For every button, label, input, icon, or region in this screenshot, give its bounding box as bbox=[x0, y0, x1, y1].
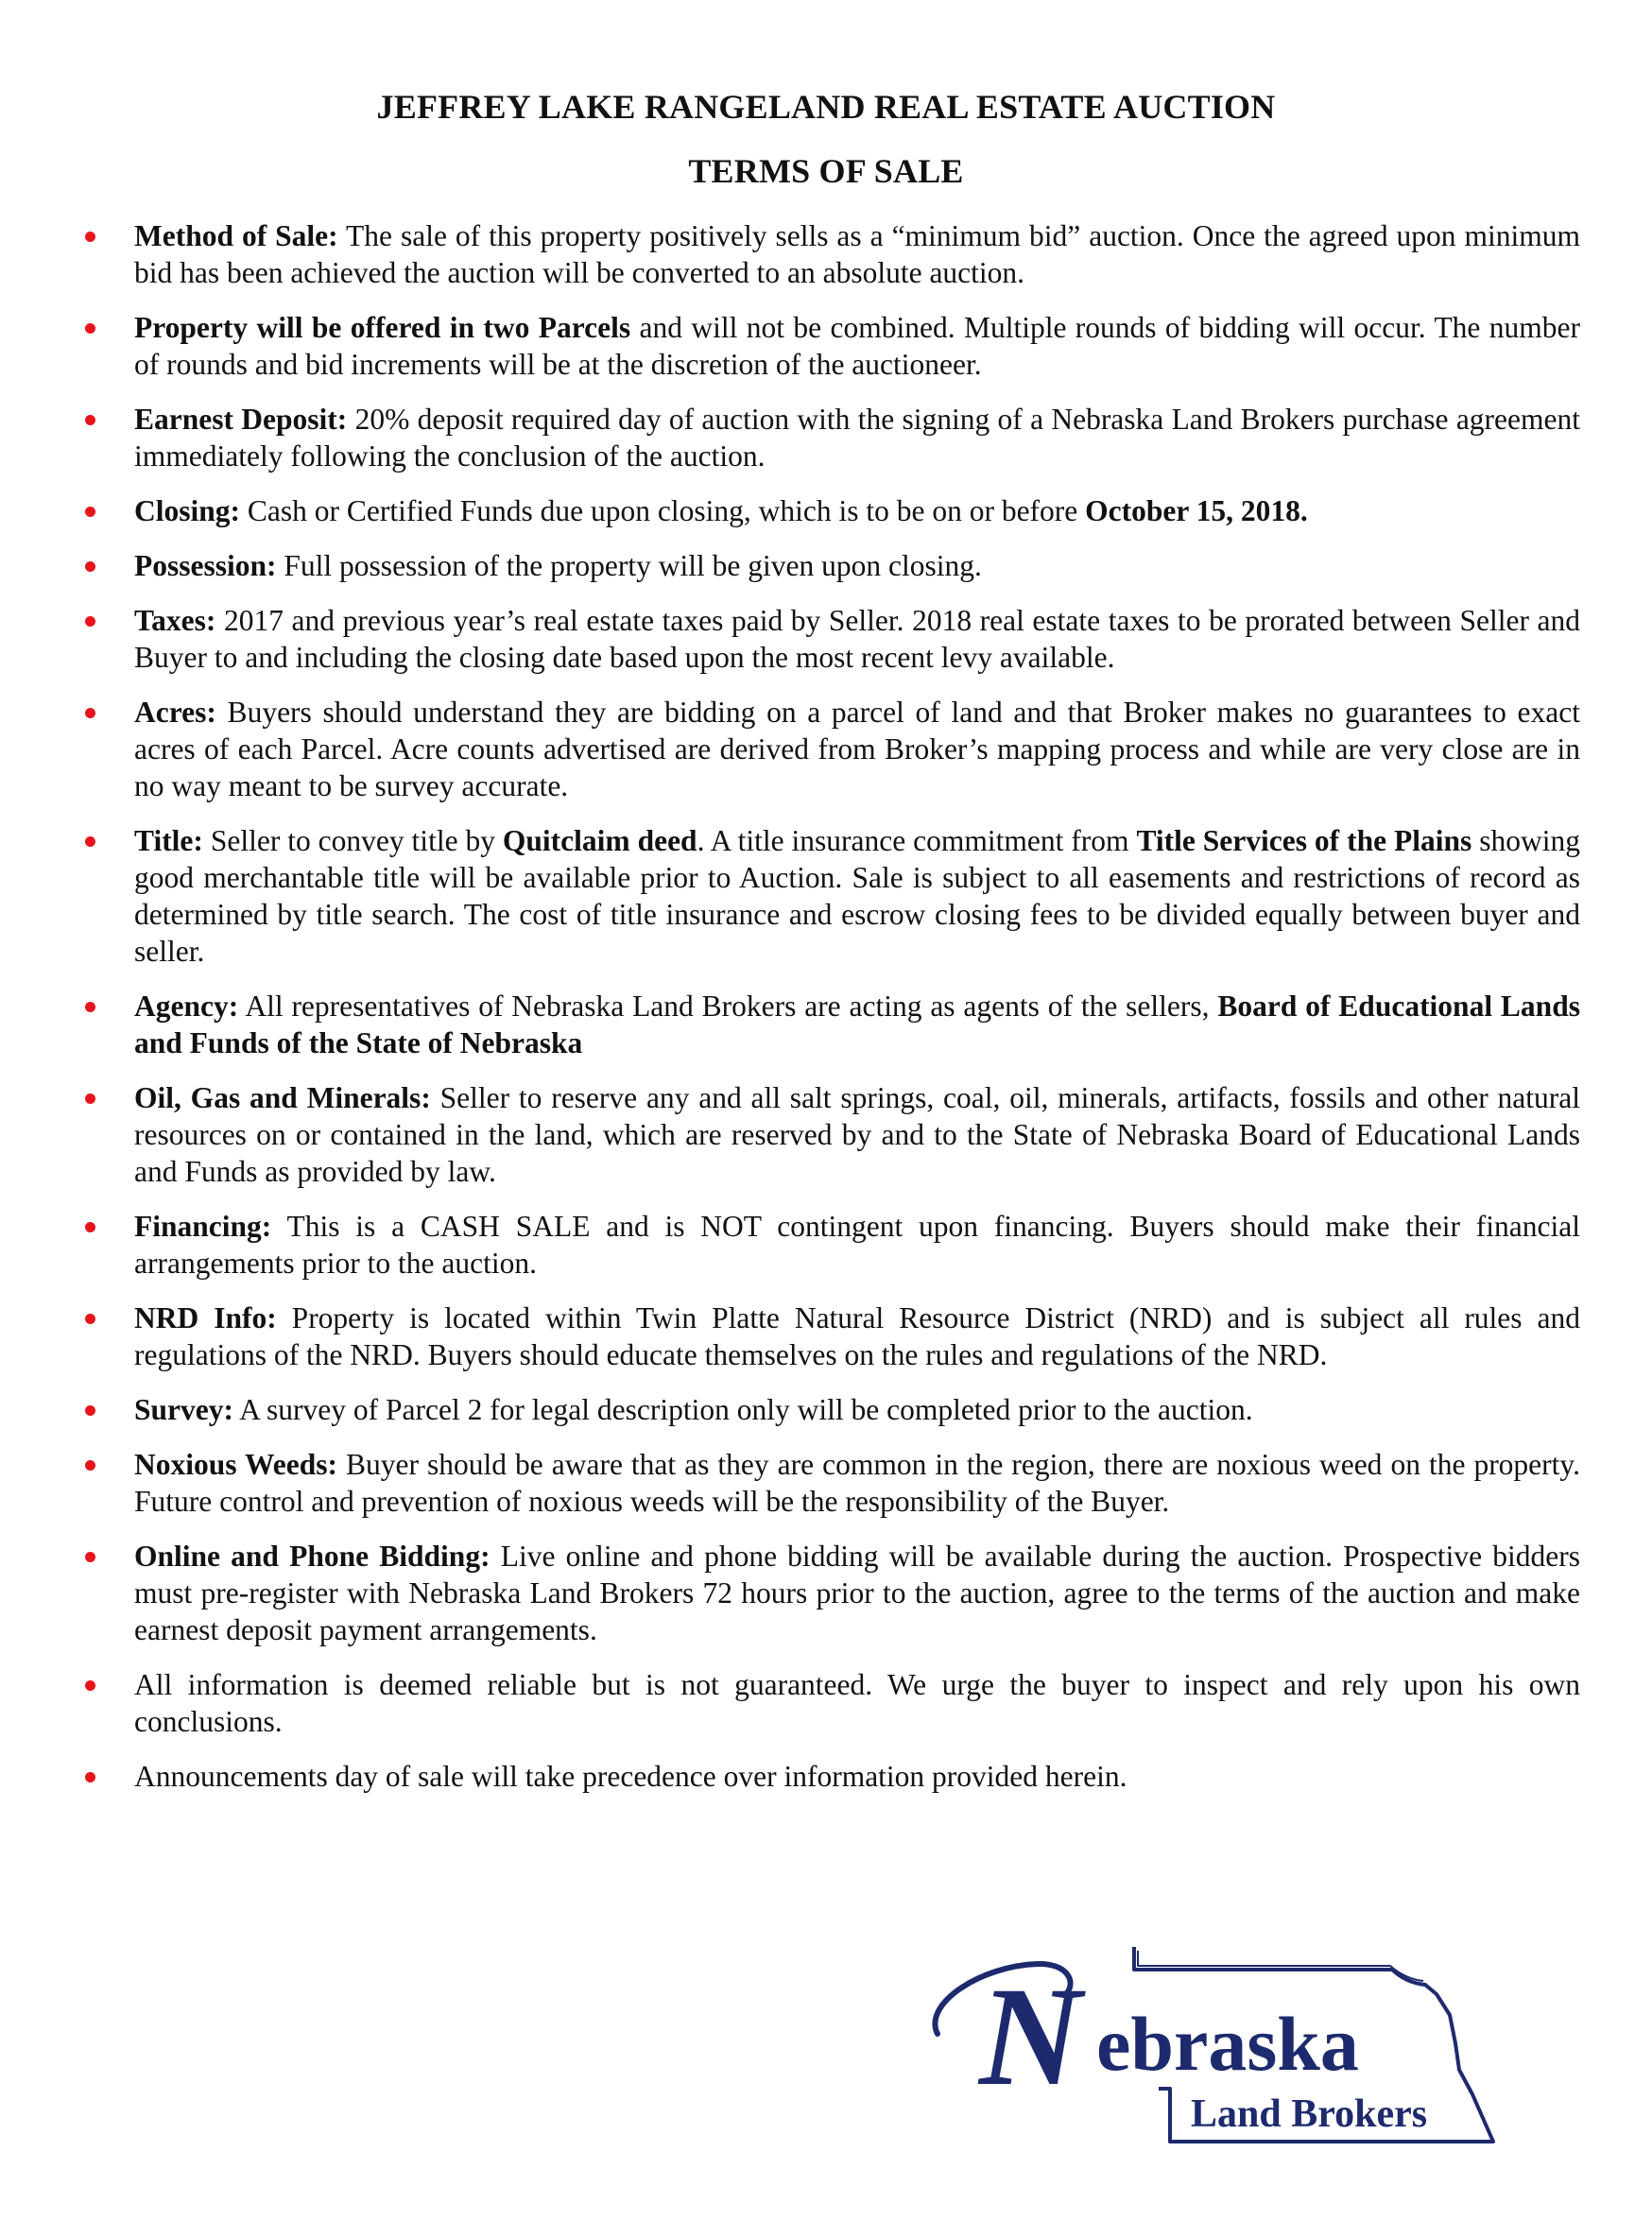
bullet-icon bbox=[85, 1314, 95, 1324]
term-taxes bbox=[77, 602, 1580, 676]
seller-name: Board of Educational Lands and Funds of the State of Nebraska bbox=[134, 990, 1580, 1059]
term-acres bbox=[77, 694, 1580, 804]
bullet-icon bbox=[85, 415, 95, 425]
bullet-icon bbox=[85, 507, 95, 517]
term-earnest-deposit bbox=[77, 401, 1580, 474]
term-label: Financing: bbox=[134, 1210, 272, 1243]
term-text: Property is located within Twin Platte Natural Resource District (NRD) and is subject all rules and regulations of the NRD. Buyers should educate themselves on the rules and regulations of the NRD. bbox=[134, 1301, 1580, 1371]
term-label: Closing: bbox=[134, 494, 241, 527]
term-agency bbox=[77, 988, 1580, 1061]
term-title bbox=[77, 822, 1580, 970]
bullet-icon bbox=[85, 616, 95, 627]
deed-type: Quitclaim deed bbox=[502, 824, 697, 857]
bullet-icon bbox=[85, 836, 95, 847]
bullet-icon bbox=[85, 1222, 95, 1232]
term-financing bbox=[77, 1208, 1580, 1282]
term-parcels bbox=[77, 309, 1580, 383]
term-label: Earnest Deposit: bbox=[134, 403, 348, 436]
bullet-icon bbox=[85, 561, 95, 572]
term-label: NRD Info: bbox=[134, 1301, 277, 1334]
term-label: Agency: bbox=[134, 990, 239, 1023]
term-label: Online and Phone Bidding: bbox=[134, 1540, 490, 1573]
term-closing bbox=[77, 492, 1580, 529]
logo-tagline: Land Brokers bbox=[1191, 2092, 1428, 2136]
term-label: Noxious Weeds: bbox=[134, 1448, 337, 1481]
term-text: All representatives of Nebraska Land Brokers are acting as agents of the sellers, bbox=[238, 990, 1218, 1023]
term-text: Buyers should understand they are bidding on a parcel of land and that Broker makes no guarantees to exact acres of each Parcel. Acre counts advertised are derived from Broker’s mapping process and while are very close are in no way meant to be survey accurate. bbox=[134, 696, 1580, 802]
bullet-icon bbox=[85, 323, 95, 334]
bullet-icon bbox=[85, 708, 95, 718]
bullet-icon bbox=[85, 1460, 95, 1471]
term-label: Taxes: bbox=[134, 604, 216, 637]
term-oil-gas-minerals bbox=[77, 1079, 1580, 1190]
term-text: 20% deposit required day of auction with the signing of a Nebraska Land Brokers purchase agreement immediately following the conclusion of the auction. bbox=[134, 403, 1580, 473]
term-text: Announcements day of sale will take precedence over information provided herein. bbox=[134, 1760, 1127, 1793]
term-text: This is a CASH SALE and is NOT contingent upon financing. Buyers should make their financial arrangements prior to the auction. bbox=[134, 1210, 1580, 1280]
nebraska-land-brokers-logo bbox=[915, 1928, 1520, 2164]
closing-date: October 15, 2018. bbox=[1085, 494, 1308, 527]
term-possession bbox=[77, 547, 1580, 584]
term-text: showing good merchantable title will be available prior to Auction. Sale is subject to all easements and restrictions of record as determined by title search. The cost of title insurance and escrow closing fees to be divided equally between buyer and seller. bbox=[134, 824, 1580, 968]
logo-name: ebraska bbox=[1096, 2001, 1359, 2087]
term-nrd-info bbox=[77, 1300, 1580, 1373]
term-label: Possession: bbox=[134, 549, 277, 582]
term-label: Oil, Gas and Minerals: bbox=[134, 1081, 431, 1114]
term-label: Property will be offered in two Parcels bbox=[134, 311, 631, 344]
term-text: Full possession of the property will be given upon closing. bbox=[276, 549, 982, 582]
term-text: Seller to reserve any and all salt springs, coal, oil, minerals, artifacts, fossils and other natural resources on or contained in the land, which are reserved by and to the State of Nebraska Board of Educational Lands and Funds as provided by law. bbox=[134, 1081, 1580, 1188]
document-subtitle: TERMS OF SALE bbox=[688, 152, 964, 190]
term-text: A survey of Parcel 2 for legal description only will be completed prior to the auction. bbox=[233, 1393, 1253, 1426]
document-title: JEFFREY LAKE RANGELAND REAL ESTATE AUCTION bbox=[376, 88, 1276, 126]
term-method-of-sale bbox=[77, 217, 1580, 291]
term-label: Title: bbox=[134, 824, 203, 857]
term-online-phone-bidding bbox=[77, 1538, 1580, 1648]
term-text: Cash or Certified Funds due upon closing, which is to be on or before bbox=[240, 494, 1086, 527]
term-text: and will not be combined. Multiple rounds of bidding will occur. The number of rounds and bid increments will be at the discretion of the auctioneer. bbox=[134, 311, 1581, 381]
term-noxious-weeds bbox=[77, 1446, 1580, 1520]
term-text: All information is deemed reliable but is not guaranteed. We urge the buyer to inspect and rely upon his own conclusions. bbox=[134, 1668, 1580, 1738]
term-survey bbox=[77, 1391, 1580, 1428]
term-text: Live online and phone bidding will be available during the auction. Prospective bidders must pre-register with Nebraska Land Brokers 72 hours prior to the auction, agree to the terms of the auction and make earnest deposit payment arrangements. bbox=[134, 1540, 1580, 1646]
term-disclaimer bbox=[77, 1666, 1580, 1740]
term-announcements bbox=[77, 1758, 1580, 1795]
bullet-icon bbox=[85, 1002, 95, 1012]
term-label: Method of Sale: bbox=[134, 219, 338, 252]
logo-initial: N bbox=[979, 1958, 1082, 2115]
title-company: Title Services of the Plains bbox=[1136, 824, 1472, 857]
term-text: . A title insurance commitment from bbox=[697, 824, 1137, 857]
bullet-icon bbox=[85, 1405, 95, 1416]
term-text: Buyer should be aware that as they are common in the region, there are noxious weed on the property. Future control and prevention of noxious weeds will be the responsibility of the Buyer. bbox=[134, 1448, 1580, 1518]
term-label: Acres: bbox=[134, 696, 216, 729]
bullet-icon bbox=[85, 232, 95, 242]
term-text: 2017 and previous year’s real estate taxes paid by Seller. 2018 real estate taxes to be prorated between Seller and Buyer to and including the closing date based upon the most recent levy available. bbox=[134, 604, 1580, 674]
term-text: Seller to convey title by bbox=[202, 824, 503, 857]
bullet-icon bbox=[85, 1552, 95, 1562]
term-label: Survey: bbox=[134, 1393, 233, 1426]
bullet-icon bbox=[85, 1680, 95, 1691]
terms-list bbox=[77, 217, 1580, 1813]
bullet-icon bbox=[85, 1772, 95, 1782]
bullet-icon bbox=[85, 1093, 95, 1104]
term-text: The sale of this property positively sells as a “minimum bid” auction. Once the agreed upon minimum bid has been achieved the auction will be converted to an absolute auction. bbox=[134, 219, 1580, 289]
